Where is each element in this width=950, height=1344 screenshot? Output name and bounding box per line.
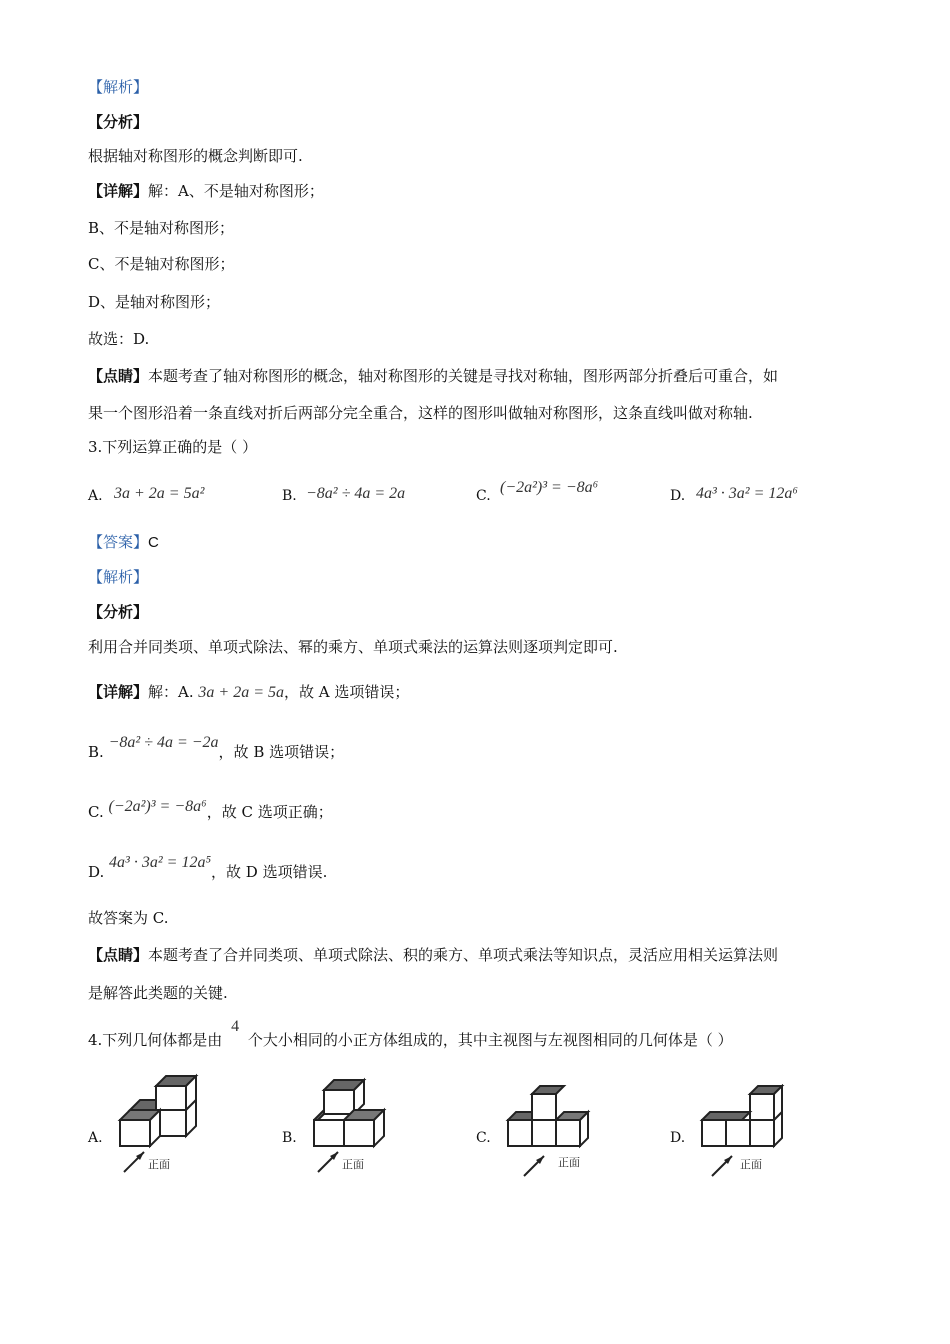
q3-option-d-label: D.: [670, 488, 686, 504]
q3-option-b-label: B.: [282, 488, 297, 504]
fenxi-tag: 【分析】: [88, 113, 149, 131]
cube-bottom-left: [702, 1120, 726, 1146]
arrow-label-a: 正面: [148, 1158, 170, 1171]
q3-detail-a-text: ，故 A 选项错误；: [284, 683, 410, 701]
cube-bottom-left: [314, 1120, 344, 1146]
q3-detail-b: [88, 734, 345, 763]
q4-option-d-figure: [698, 1084, 798, 1182]
cube-left-top: [702, 1112, 750, 1120]
cube-bottom-left: [508, 1120, 532, 1146]
q4-stem-suffix: 个大小相同的小正方体组成的，其中主视图与左视图相同的几何体是（ ）: [247, 1031, 733, 1049]
q3-option-c-expr: (−2a²)³ = −8a⁶: [500, 479, 599, 496]
answer-tag: 【答案】: [88, 533, 149, 551]
q3-conclusion: 故答案为 C.: [88, 909, 169, 927]
q3-detail-c: [88, 798, 333, 823]
q3-option-b-expr: −8a² ÷ 4a = 2a: [306, 485, 406, 502]
q3-option-d-expr: 4a³ · 3a² = 12a⁶: [696, 485, 798, 502]
dianjing-line-1: [88, 366, 778, 386]
q4-option-c-label: C.: [476, 1130, 491, 1146]
cube-bottom-right: [344, 1120, 374, 1146]
q3-detail-d: [88, 854, 328, 883]
cube-upper: [324, 1090, 354, 1114]
q3-detail-b-label: B.: [88, 743, 104, 761]
choice-line: 故选：D.: [88, 330, 150, 348]
q3-detail-d-text: ，故 D 选项错误.: [211, 863, 328, 881]
detail-line-c: C、不是轴对称图形；: [88, 255, 235, 273]
q3-dianjing-tag: 【点睛】: [88, 946, 149, 964]
xiangjie-tag: 【详解】: [88, 182, 149, 200]
q3-stem: 3.下列运算正确的是（ ）: [88, 438, 258, 456]
q4-stem: [88, 1018, 733, 1051]
q4-option-c-figure: [504, 1084, 604, 1182]
q3-detail-a-prefix: 解：A.: [148, 683, 194, 701]
q4-option-b-label: B.: [282, 1130, 297, 1146]
q3-detail-c-label: C.: [88, 803, 104, 821]
dianjing-text-1: 本题考查了轴对称图形的概念，轴对称图形的关键是寻找对称轴，图形两部分折叠后可重合，如: [148, 367, 779, 385]
q3-jiexi-tag: 【解析】: [88, 568, 149, 586]
q3-detail-d-expr: 4a³ · 3a² = 12a⁵: [109, 854, 211, 871]
q3-detail-c-expr: (−2a²)³ = −8a⁶: [108, 798, 207, 815]
q3-detail-d-label: D.: [88, 863, 105, 881]
q3-fenxi-tag: 【分析】: [88, 603, 149, 621]
arrow-label-b: 正面: [342, 1158, 364, 1171]
jiexi-tag: 【解析】: [88, 78, 149, 96]
q3-xiangjie-tag: 【详解】: [88, 683, 149, 701]
arrow-label-c: 正面: [558, 1156, 580, 1169]
cube-top-face: [532, 1086, 564, 1094]
dianjing-line-2: 果一个图形沿着一条直线对折后两部分完全重合，这样的图形叫做轴对称图形，这条直线叫做对称轴.: [88, 404, 753, 422]
q4-option-d-label: D.: [670, 1130, 686, 1146]
q3-dianjing-line-1: [88, 945, 778, 965]
analysis-text: 根据轴对称图形的概念判断即可.: [88, 147, 303, 165]
cube-left-top: [508, 1112, 532, 1120]
detail-line-a: [88, 181, 324, 201]
q3-detail-a-expr: 3a + 2a = 5a: [198, 684, 284, 701]
q3-dianjing-text-1: 本题考查了合并同类项、单项式除法、积的乘方、单项式乘法等知识点，灵活应用相关运算法则: [148, 946, 779, 964]
cube-upper-right: [750, 1094, 774, 1120]
cube-bottom-right: [750, 1120, 774, 1146]
q3-option-c-label: C.: [476, 488, 491, 504]
q4-stem-number: 4: [231, 1018, 240, 1035]
cube-top-right-upper: [156, 1086, 186, 1110]
q4-option-a-figure: [112, 1072, 202, 1182]
cube-bottom-right: [556, 1120, 580, 1146]
detail-a-text: 解：A、不是轴对称图形；: [148, 182, 324, 200]
q4-option-b-figure: [306, 1076, 396, 1182]
cube-left-top-face: [130, 1100, 156, 1110]
detail-line-b: B、不是轴对称图形；: [88, 219, 235, 237]
cube-front-left: [120, 1120, 150, 1146]
detail-line-d: D、是轴对称图形；: [88, 293, 221, 311]
q3-answer-line: [88, 532, 159, 553]
q3-detail-c-text: ，故 C 选项正确；: [206, 803, 333, 821]
q3-detail-a: [88, 682, 409, 703]
q4-option-a-label: A.: [88, 1130, 103, 1146]
cube-bottom-middle: [532, 1120, 556, 1146]
cube-upper-middle: [532, 1094, 556, 1120]
q3-detail-b-expr: −8a² ÷ 4a = −2a: [108, 734, 219, 751]
q4-stem-prefix: 4.下列几何体都是由: [88, 1031, 223, 1049]
q3-dianjing-line-2: 是解答此类题的关键.: [88, 984, 228, 1002]
arrow-label-d: 正面: [740, 1158, 762, 1171]
dianjing-tag: 【点睛】: [88, 367, 149, 385]
q3-detail-b-text: ，故 B 选项错误；: [218, 743, 345, 761]
answer-value: C: [148, 534, 159, 551]
q3-option-a-expr: 3a + 2a = 5a²: [114, 485, 205, 502]
q3-option-a-label: A.: [88, 488, 103, 504]
q3-analysis-text: 利用合并同类项、单项式除法、幂的乘方、单项式乘法的运算法则逐项判定即可.: [88, 638, 618, 656]
cube-bottom-middle: [726, 1120, 750, 1146]
